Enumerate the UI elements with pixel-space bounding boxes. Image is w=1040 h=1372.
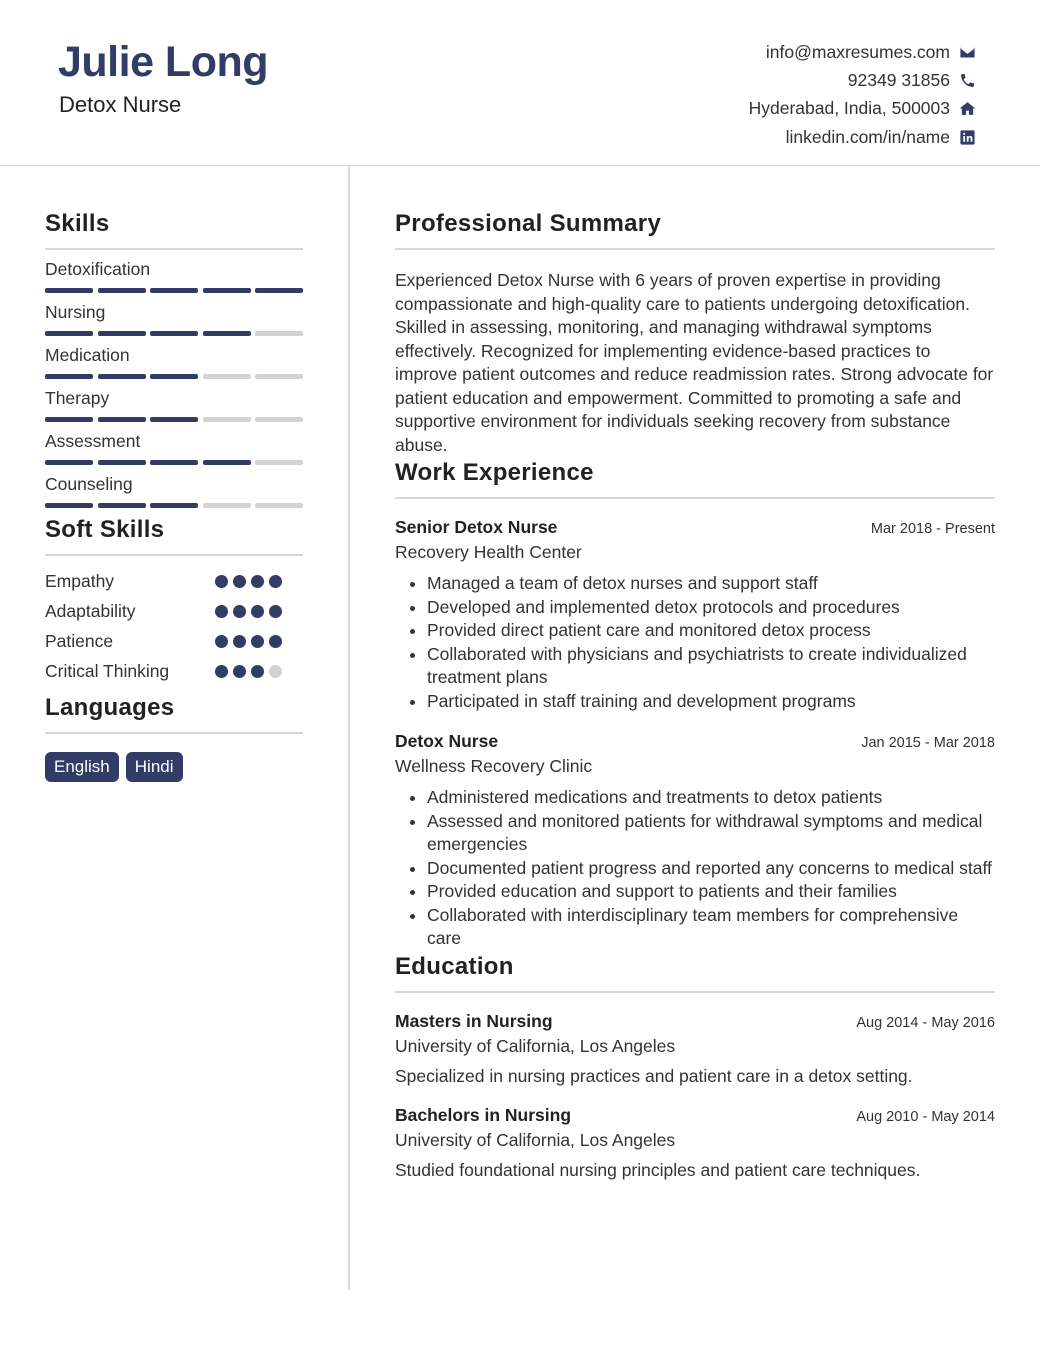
degree-title: Masters in Nursing bbox=[395, 1010, 553, 1031]
address-text: Hyderabad, India, 500003 bbox=[748, 98, 950, 119]
skill-level-segment bbox=[203, 288, 251, 293]
degree-title: Bachelors in Nursing bbox=[395, 1104, 572, 1125]
rating-dot bbox=[251, 665, 264, 678]
contact-email[interactable] bbox=[749, 38, 976, 66]
column-divider bbox=[348, 166, 350, 1290]
duty-item: • Developed and implemented detox protocols and procedures bbox=[427, 596, 995, 620]
soft-skill-item bbox=[45, 566, 303, 596]
education-dates: Aug 2014 - May 2016 bbox=[856, 1014, 995, 1031]
soft-skill-label: Critical Thinking bbox=[45, 660, 170, 681]
rating-dot bbox=[233, 635, 246, 648]
contact-block bbox=[749, 38, 976, 151]
soft-skill-rating bbox=[215, 665, 282, 678]
soft-skill-rating bbox=[215, 635, 282, 648]
skill-item bbox=[45, 302, 303, 336]
candidate-title: Detox Nurse bbox=[59, 92, 182, 117]
skill-level-segment bbox=[45, 288, 93, 293]
experience-list bbox=[395, 517, 995, 951]
linkedin-icon bbox=[958, 128, 976, 146]
envelope-icon bbox=[958, 43, 976, 61]
duty-item: • Provided direct patient care and monitored detox process bbox=[427, 619, 995, 643]
skill-level-segment bbox=[45, 374, 93, 379]
summary-heading: Professional Summary bbox=[395, 210, 995, 250]
job-title: Detox Nurse bbox=[395, 731, 499, 751]
skill-label: Medication bbox=[45, 345, 130, 365]
job-duties bbox=[395, 572, 995, 713]
soft-skills-heading: Soft Skills bbox=[45, 516, 303, 556]
skill-level-bar bbox=[45, 460, 303, 465]
skill-level-segment bbox=[203, 417, 251, 422]
rating-dot bbox=[215, 605, 228, 618]
linkedin-text: linkedin.com/in/name bbox=[785, 126, 950, 147]
job-organization: Recovery Health Center bbox=[395, 542, 582, 562]
skill-level-segment bbox=[255, 288, 303, 293]
skill-level-segment bbox=[98, 331, 146, 336]
duty-item: • Provided education and support to patients and their families bbox=[427, 880, 995, 904]
soft-skill-rating bbox=[215, 575, 282, 588]
skill-level-segment bbox=[255, 374, 303, 379]
duty-item: • Collaborated with physicians and psychiatrists to create individualized treatment plans bbox=[427, 643, 995, 690]
skill-level-segment bbox=[255, 331, 303, 336]
rating-dot bbox=[215, 665, 228, 678]
duty-item: • Assessed and monitored patients for withdrawal symptoms and medical emergencies bbox=[427, 810, 995, 857]
skill-item bbox=[45, 431, 303, 465]
duty-item: • Documented patient progress and reported any concerns to medical staff bbox=[427, 857, 995, 881]
duty-item: • Participated in staff training and development programs bbox=[427, 690, 995, 714]
phone-text: 92349 31856 bbox=[847, 69, 950, 90]
job-organization: Wellness Recovery Clinic bbox=[395, 756, 593, 776]
soft-skill-label: Empathy bbox=[45, 570, 115, 591]
job-entry bbox=[395, 731, 995, 951]
rating-dot bbox=[233, 575, 246, 588]
duty-item: • Collaborated with interdisciplinary team members for comprehensive care bbox=[427, 904, 995, 951]
skill-level-segment bbox=[150, 374, 198, 379]
education-header bbox=[395, 1105, 995, 1126]
skill-level-segment bbox=[255, 417, 303, 422]
education-entry bbox=[395, 1105, 995, 1181]
education-header bbox=[395, 1011, 995, 1032]
school-name: University of California, Los Angeles bbox=[395, 1035, 676, 1056]
education-description: Specialized in nursing practices and patient care in a detox setting. bbox=[395, 1065, 913, 1086]
skill-item bbox=[45, 474, 303, 508]
soft-skill-item bbox=[45, 596, 303, 626]
education-heading: Education bbox=[395, 953, 995, 993]
job-duties bbox=[395, 786, 995, 951]
skill-level-bar bbox=[45, 503, 303, 508]
skill-item bbox=[45, 345, 303, 379]
job-header bbox=[395, 731, 995, 752]
home-icon bbox=[958, 100, 976, 118]
skill-level-segment bbox=[203, 503, 251, 508]
duty-item: • Managed a team of detox nurses and support staff bbox=[427, 572, 995, 596]
soft-skills-list bbox=[45, 566, 303, 686]
soft-skill-item bbox=[45, 626, 303, 656]
rating-dot bbox=[251, 605, 264, 618]
rating-dot bbox=[233, 605, 246, 618]
language-tag: English bbox=[45, 752, 119, 782]
rating-dot bbox=[251, 575, 264, 588]
skill-level-segment bbox=[150, 288, 198, 293]
languages-heading: Languages bbox=[45, 694, 303, 734]
duty-item: • Administered medications and treatments to detox patients bbox=[427, 786, 995, 810]
education-description: Studied foundational nursing principles and patient care techniques. bbox=[395, 1159, 921, 1180]
soft-skill-label: Adaptability bbox=[45, 600, 136, 621]
contact-phone[interactable] bbox=[749, 66, 976, 94]
job-title: Senior Detox Nurse bbox=[395, 517, 558, 537]
skill-level-segment bbox=[150, 417, 198, 422]
job-entry bbox=[395, 517, 995, 713]
rating-dot bbox=[233, 665, 246, 678]
skill-level-bar bbox=[45, 417, 303, 422]
skill-level-segment bbox=[150, 460, 198, 465]
school-name: University of California, Los Angeles bbox=[395, 1129, 676, 1150]
skill-level-segment bbox=[150, 503, 198, 508]
left-column bbox=[45, 210, 303, 782]
skill-level-segment bbox=[255, 503, 303, 508]
skill-label: Counseling bbox=[45, 474, 133, 494]
experience-heading: Work Experience bbox=[395, 459, 995, 499]
education-dates: Aug 2010 - May 2014 bbox=[856, 1108, 995, 1125]
candidate-name: Julie Long bbox=[58, 38, 268, 86]
skill-level-bar bbox=[45, 288, 303, 293]
contact-address bbox=[749, 95, 976, 123]
skill-level-bar bbox=[45, 374, 303, 379]
job-dates: Jan 2015 - Mar 2018 bbox=[861, 735, 995, 751]
soft-skill-rating bbox=[215, 605, 282, 618]
skills-list bbox=[45, 259, 303, 508]
contact-linkedin[interactable] bbox=[749, 123, 976, 151]
skill-level-segment bbox=[45, 460, 93, 465]
rating-dot bbox=[269, 635, 282, 648]
skill-item bbox=[45, 388, 303, 422]
resume-header bbox=[0, 0, 1040, 166]
skill-level-segment bbox=[203, 460, 251, 465]
phone-icon bbox=[958, 71, 976, 89]
skill-level-segment bbox=[45, 503, 93, 508]
skill-level-segment bbox=[45, 331, 93, 336]
job-header bbox=[395, 517, 995, 538]
skill-level-segment bbox=[203, 374, 251, 379]
rating-dot bbox=[251, 635, 264, 648]
skill-level-segment bbox=[98, 288, 146, 293]
skill-level-segment bbox=[98, 460, 146, 465]
skill-level-segment bbox=[98, 503, 146, 508]
rating-dot bbox=[215, 575, 228, 588]
soft-skill-label: Patience bbox=[45, 630, 114, 651]
job-dates: Mar 2018 - Present bbox=[870, 521, 995, 537]
summary-text: Experienced Detox Nurse with 6 years of proven expertise in providing compassionate and high-quality care to patients undergoing detoxification. Skilled in assessing, monitoring, and managing withdrawal symptoms effectively. Recognized for implementing evidence-based practices to improve patient outcomes and reduce readmission rates. Strong advocate for patient education and empowerment. Committed to promoting a safe and supportive environment for individuals seeking recovery from substance abuse. bbox=[395, 270, 994, 455]
skill-label: Assessment bbox=[45, 431, 141, 451]
skills-heading: Skills bbox=[45, 210, 303, 250]
skill-label: Detoxification bbox=[45, 259, 151, 279]
skill-level-bar bbox=[45, 331, 303, 336]
rating-dot bbox=[269, 575, 282, 588]
skill-level-segment bbox=[45, 417, 93, 422]
rating-dot bbox=[269, 665, 282, 678]
languages-list bbox=[45, 752, 303, 782]
education-entry bbox=[395, 1011, 995, 1087]
skill-level-segment bbox=[98, 417, 146, 422]
right-column bbox=[395, 210, 995, 1181]
rating-dot bbox=[269, 605, 282, 618]
soft-skill-item bbox=[45, 656, 303, 686]
email-text: info@maxresumes.com bbox=[765, 41, 950, 62]
skill-level-segment bbox=[255, 460, 303, 465]
skill-label: Nursing bbox=[45, 302, 106, 322]
education-list bbox=[395, 1011, 995, 1181]
skill-level-segment bbox=[150, 331, 198, 336]
skill-item bbox=[45, 259, 303, 293]
skill-level-segment bbox=[203, 331, 251, 336]
language-tag: Hindi bbox=[126, 752, 183, 782]
rating-dot bbox=[215, 635, 228, 648]
skill-level-segment bbox=[98, 374, 146, 379]
skill-label: Therapy bbox=[45, 388, 110, 408]
